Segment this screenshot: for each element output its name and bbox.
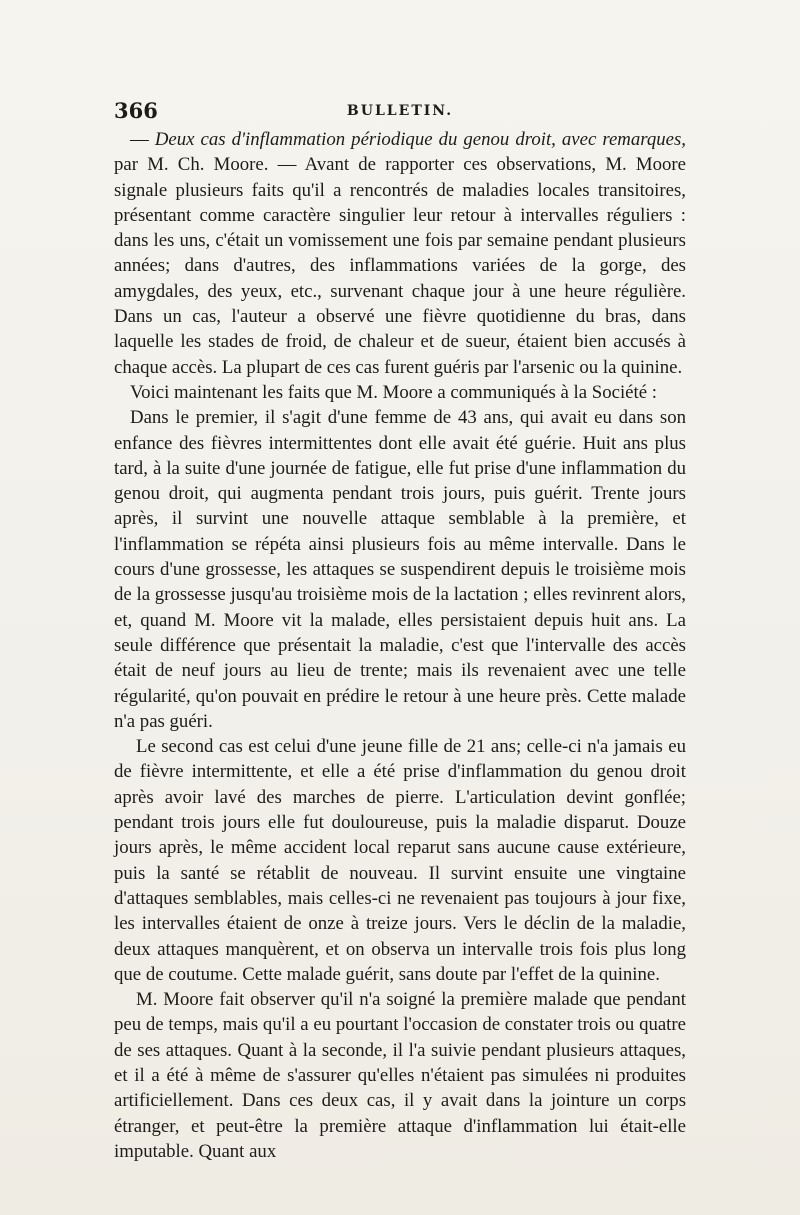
paragraph: M. Moore fait observer qu'il n'a soigné la première malade que pendant peu de temps, mais qu'il a eu pourtant l'occasion de constater trois ou quatre de ses attaques. Quant à la seconde, il l'a suivie pendant plusieurs attaques, et il a été à même de s'assurer qu'elles n'étaient pas simulées ni produites artificiellement. Dans ces deux cas, il y avait dans la jointure un corps étranger, et peut-être la première attaque d'inflammation lui était-elle imputable. Quant aux [114, 989, 686, 1162]
page-header [114, 98, 686, 128]
title-dash: — [130, 129, 155, 150]
article-byline-text: par M. Ch. Moore. — Avant de rapporter ces observations, M. Moore signale plusieurs faits qu'il a rencontrés de maladies locales transitoires, présentant comme caractère singulier leur retour à intervalles réguliers : dans les uns, c'était un vomissement une fois par semaine pendant plusieurs années; dans d'autres, des inflammations variées de la gorge, des amygdales, des yeux, etc., survenant chaque jour à une heure régulière. Dans un cas, l'auteur a observé une fièvre quotidienne du bras, dans laquelle les stades de froid, de chaleur et de sueur, étaient bien accusés à chaque accès. La plupart de ces cas furent guéris par l'arsenic ou la quinine. [114, 154, 686, 378]
article-intro-paragraph [114, 127, 686, 380]
article-title: Deux cas d'inflammation périodique du genou droit, avec remarques, [154, 129, 686, 150]
paragraph: Le second cas est celui d'une jeune fille de 21 ans; celle-ci n'a jamais eu de fièvre intermittente, et elle a été prise d'inflammation du genou droit après avoir lavé des marches de pierre. L'articulation devint gonflée; pendant trois jours elle fut douloureuse, puis la maladie disparut. Douze jours après, le même accident local reparut sans aucune cause extérieure, puis la santé se rétablit de nouveau. Il survint ensuite une vingtaine d'attaques semblables, mais celles-ci ne revenaient pas toujours à jour fixe, les intervalles étaient de onze à treize jours. Vers le déclin de la maladie, deux attaques manquèrent, et on observa un intervalle trois fois plus long que de coutume. Cette malade guérit, sans doute par l'effet de la quinine. [114, 736, 686, 985]
paragraph: Dans le premier, il s'agit d'une femme de 43 ans, qui avait eu dans son enfance des fièvres intermittentes dont elle avait été guérie. Huit ans plus tard, à la suite d'une journée de fatigue, elle fut prise d'une inflammation du genou droit, qui augmenta pendant trois jours, puis guérit. Trente jours après, il survint une nouvelle attaque semblable à la première, et l'inflammation se répéta ainsi plusieurs fois au même intervalle. Dans le cours d'une grossesse, les attaques se suspendirent depuis le troisième mois de la grossesse jusqu'au troisième mois de la lactation ; elles revinrent alors, et, quand M. Moore vit la malade, elles persistaient depuis huit ans. La seule différence que présentait la maladie, c'est que l'intervalle des accès était de neuf jours au lieu de trente; mais ils revenaient avec une telle régularité, qu'on pouvait en prédire le retour à une heure près. Cette malade n'a pas guéri. [114, 407, 686, 732]
page-number: 366 [114, 98, 158, 123]
paragraph: Voici maintenant les faits que M. Moore a communiqués à la Société : [130, 381, 657, 403]
running-title: BULLETIN. [346, 103, 454, 119]
article-body [114, 127, 686, 1164]
